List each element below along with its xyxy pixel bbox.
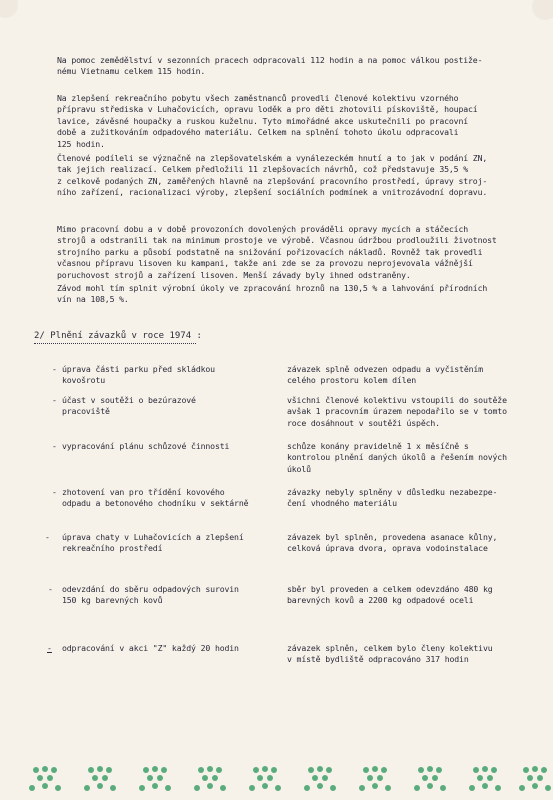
commitment-task: úprava chaty v Luhačovicích a zlepšení rekreačního prostředí [62, 532, 244, 554]
commitment-result: všichni členové kolektivu vstoupili do soutěže avšak 1 pracovním úrazem nepodařilo se v tomto roce dosáhnout v soutěži úspěch. [287, 395, 507, 428]
green-dot [330, 785, 336, 791]
green-dot [326, 767, 332, 773]
green-dot [473, 767, 479, 773]
green-dot [198, 767, 204, 773]
green-dot [165, 785, 171, 791]
green-dot [482, 766, 488, 772]
commitment-task: vypracování plánu schůzové činnosti [62, 441, 230, 451]
green-dot [432, 775, 438, 781]
paragraph-production-plan: Závod mohl tím splnit výrobní úkoly ve zpracování hroznů na 130,5 % a lahvování přírodních vín na 108,5 %. [57, 283, 488, 305]
green-dot [216, 767, 222, 773]
green-dot [418, 767, 424, 773]
heading-underline [34, 343, 196, 344]
green-dot [253, 767, 259, 773]
list-bullet: - [45, 532, 50, 542]
green-dot [532, 766, 538, 772]
green-dot [47, 775, 53, 781]
green-dot [220, 785, 226, 791]
green-dot [304, 785, 310, 791]
green-dot [143, 767, 149, 773]
green-dot [29, 785, 35, 791]
commitment-result: schůze konány pravidelně 1 x měsíčně s kontrolou plnění daných úkolů a řešením nových úkolů [287, 441, 507, 474]
section-heading: 2/ Plnění závazků v roce 1974 : [34, 331, 202, 341]
commitment-task: zhotovení van pro třídění kovového odpadu a betonového chodníku v sektárně [62, 487, 249, 509]
paragraph-maintenance: Mimo pracovní dobu a v době provozoních dovolených prováděli opravy mycích a stáčecích strojů a odstranili tak na minimum prostoje ve výrobě. Včasnou údržbou prodloužili životnost strojního parku a působí podstatně na snižování pořizovacích nákladů. Rovněž tak provedli včasnou přípravu lisoven ku kampani, takže ani zde se za provozu neprojevovala vážnější poruchovost strojů a zařízení lisoven. Menší závady byly ihned odstraněny. [57, 224, 497, 280]
green-dot [414, 785, 420, 791]
green-dot [491, 767, 497, 773]
green-dot [267, 775, 273, 781]
paper-corner-stain [0, 0, 18, 18]
green-dot [385, 785, 391, 791]
green-dot [367, 775, 373, 781]
green-dot [152, 766, 158, 772]
green-dot [422, 775, 428, 781]
green-dot [42, 766, 48, 772]
green-dot [202, 775, 208, 781]
green-dot [372, 766, 378, 772]
list-bullet: - [52, 395, 57, 405]
green-dot [359, 785, 365, 791]
commitment-result: závazek splněn, celkem bylo členy kolektivu v místě bydliště odpracováno 317 hodin [287, 643, 493, 665]
list-bullet: - [52, 487, 57, 497]
paragraph-recreation: Na zlepšení rekreačního pobytu všech zaměstnanců provedli členové kolektivu vzorného přípravu střediska v Luhačovicích, opravu loděk a pro děti zhotovili pískoviště, houpací lavice, závěsné houpačky a ruskou kuželnu. Tyto mimořádné akce uskutečnili po pracovní době a zužitkováním odpadového materiálu. Celkem na splnění tohoto úkolu odpracovali 125 hodin. [57, 93, 478, 149]
green-dot [84, 785, 90, 791]
green-dot [55, 785, 61, 791]
green-dot [157, 775, 163, 781]
green-dot [482, 783, 488, 789]
green-dot [262, 783, 268, 789]
green-dot [317, 783, 323, 789]
green-dot [322, 775, 328, 781]
green-dot [152, 783, 158, 789]
paragraph-agriculture-help: Na pomoc zemědělství v sezonních pracech odpracovali 112 hodin a na pomoc válkou postiže- nému Vietnamu celkem 115 hodin. [57, 55, 483, 77]
commitment-task: účast v soutěži o bezúrazové pracoviště [62, 395, 196, 417]
green-dot [495, 785, 501, 791]
green-dot-border-decoration [0, 760, 553, 800]
green-dot [469, 785, 475, 791]
green-dot [363, 767, 369, 773]
green-dot [106, 767, 112, 773]
paper-corner-stain [532, 0, 553, 20]
green-dot [427, 783, 433, 789]
commitment-result: závazky nebyly splněny v důsledku nezabezpe- čení vhodného materiálu [287, 487, 498, 509]
green-dot [308, 767, 314, 773]
green-dot [147, 775, 153, 781]
green-dot [312, 775, 318, 781]
green-dot [545, 785, 551, 791]
green-dot [257, 775, 263, 781]
commitment-task: odevzdání do sběru odpadových surovin 150 kg barevných kovů [62, 584, 239, 606]
green-dot [212, 775, 218, 781]
green-dot [381, 767, 387, 773]
green-dot [317, 766, 323, 772]
commitment-task: odpracování v akci "Z" každý 20 hodin [62, 643, 239, 653]
commitment-task: úprava části parku před skládkou kovošrotu [62, 364, 215, 386]
green-dot [477, 775, 483, 781]
green-dot [275, 785, 281, 791]
green-dot [487, 775, 493, 781]
green-dot [537, 775, 543, 781]
green-dot [97, 766, 103, 772]
green-dot [427, 766, 433, 772]
green-dot [436, 767, 442, 773]
list-bullet: - [47, 643, 52, 653]
green-dot [92, 775, 98, 781]
green-dot [372, 783, 378, 789]
commitment-result: závazek splně odvezen odpadu a vyčistěním celého prostoru kolem dílen [287, 364, 483, 386]
green-dot [194, 785, 200, 791]
green-dot [42, 783, 48, 789]
commitment-result: sběr byl proveden a celkem odevzdáno 480 kg barevných kovů a 2200 kg odpadové oceli [287, 584, 493, 606]
paragraph-improvement-proposals: Členové podíleli se význačně na zlepšovatelském a vynálezeckém hnutí a to jak v podání ZN, tak jejich realizací. Celkem předložili 11 zlepšovacích návrhů, což představuje 35,5 % z celkově podaných ZN, zaměřených hlavně na zlepšování pracovního prostředí, úpravy stroj- ního zařízení, racionalizaci výroby, zlepšení sociálních podmínek a vnitrozávodní dopravu. [57, 153, 488, 198]
green-dot [110, 785, 116, 791]
green-dot [541, 767, 547, 773]
green-dot [88, 767, 94, 773]
commitment-result: závazek byl splněn, provedena asanace kůlny, celková úprava dvora, oprava vodoinstalace [287, 532, 498, 554]
green-dot [51, 767, 57, 773]
green-dot [102, 775, 108, 781]
green-dot [207, 766, 213, 772]
green-dot [249, 785, 255, 791]
green-dot [33, 767, 39, 773]
green-dot [527, 775, 533, 781]
green-dot [440, 785, 446, 791]
list-bullet: - [48, 584, 53, 594]
green-dot [37, 775, 43, 781]
list-bullet: - [52, 364, 57, 374]
green-dot [139, 785, 145, 791]
green-dot [271, 767, 277, 773]
green-dot [377, 775, 383, 781]
green-dot [519, 785, 525, 791]
green-dot [262, 766, 268, 772]
green-dot [161, 767, 167, 773]
green-dot [207, 783, 213, 789]
green-dot [523, 767, 529, 773]
green-dot [532, 783, 538, 789]
green-dot [97, 783, 103, 789]
list-bullet: - [52, 441, 57, 451]
